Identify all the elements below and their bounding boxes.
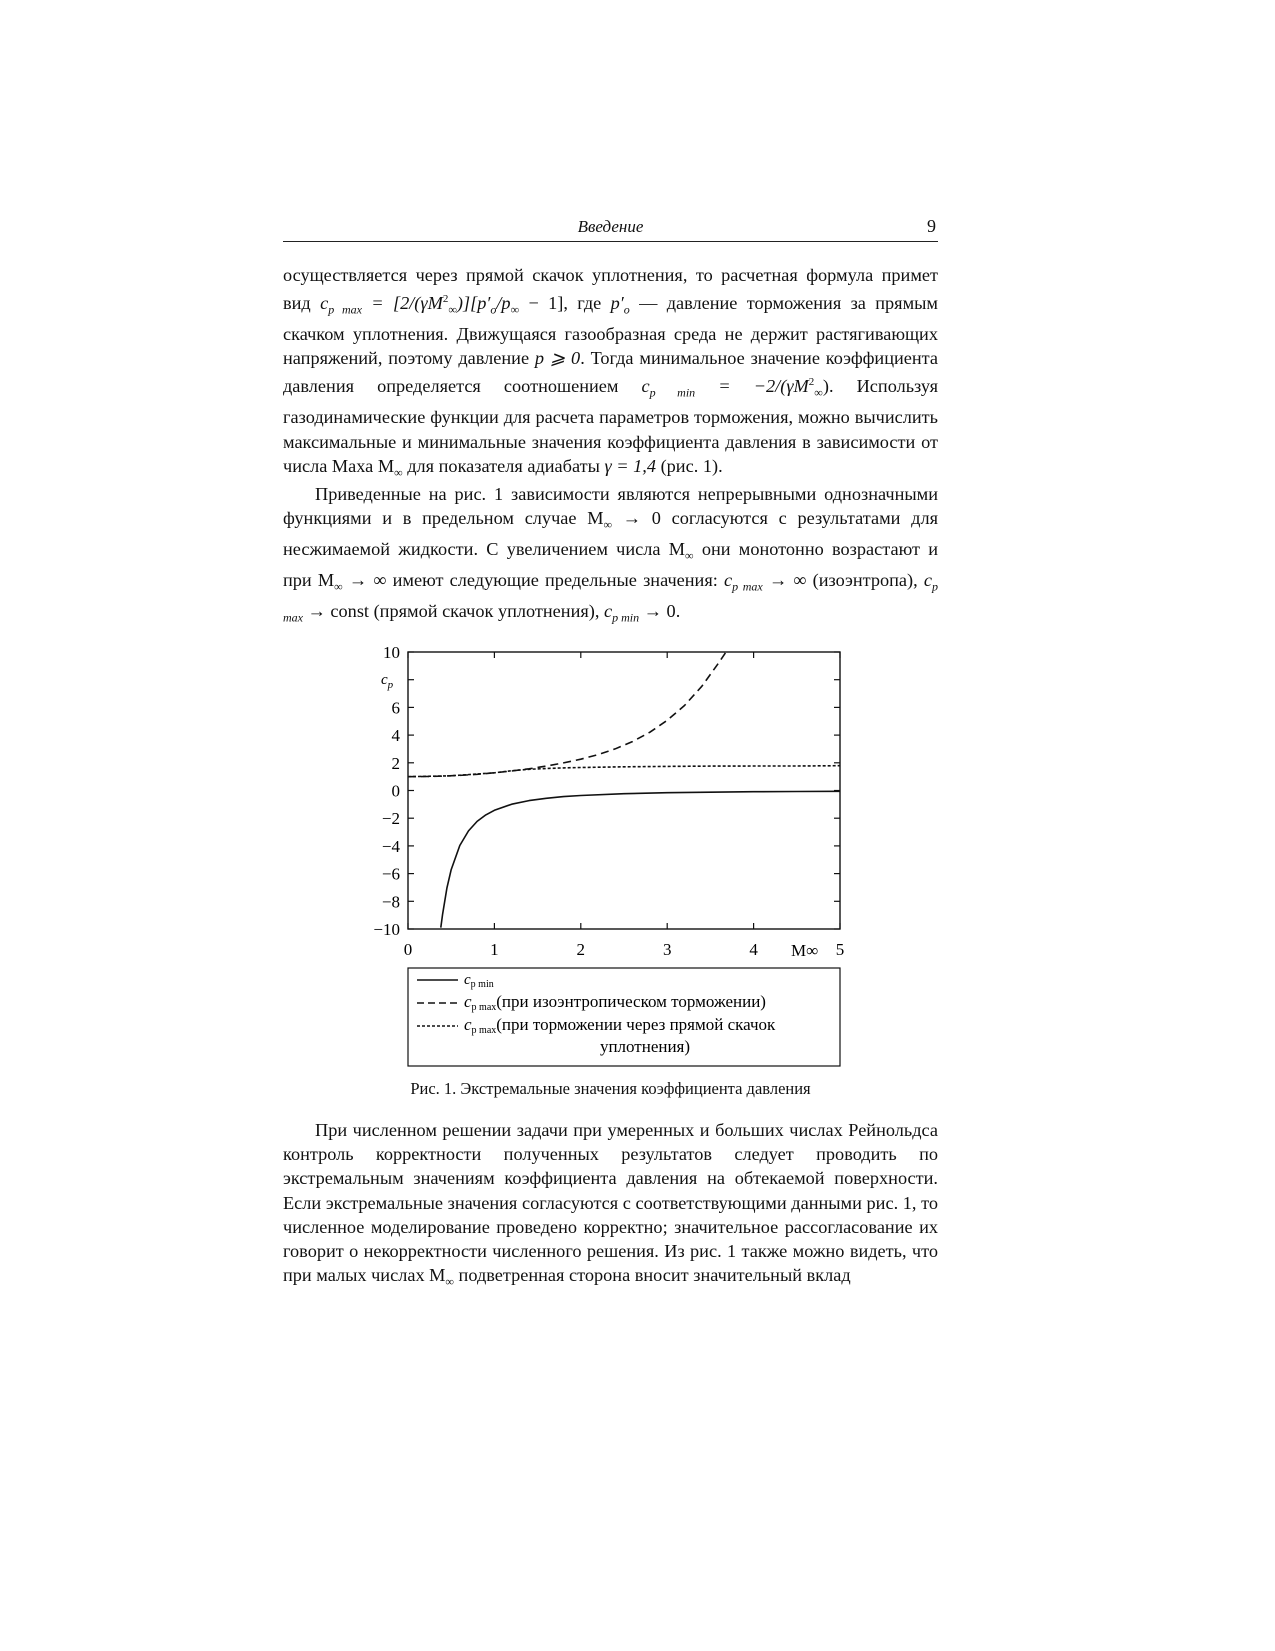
y-tick-label: 0 [391,781,400,801]
x-tick-label: 2 [576,940,586,959]
y-tick-label: 4 [391,726,400,746]
text: . Используя газодинамические функции для расчета параметров торможения, можно вычислить максимальные и минимальные значения коэффициента давления в зависимости от числа Маха M [283,376,938,476]
x-tick-label: 1 [490,940,499,959]
formula: → ∞ [762,569,807,590]
y-tick-label: 6 [391,698,400,718]
formula-subscript: ∞ [510,302,520,317]
text: (изоэнтропа), [806,569,924,590]
legend-entry-cpmax-isentropic: cp max(при изоэнтропическом торможении) [464,992,766,1013]
series-line-2 [408,652,726,777]
running-header-title: Введение [577,217,644,236]
y-tick-label: 2 [391,753,400,773]
text: (рис. 1). [656,455,723,476]
formula: c [641,376,650,397]
text: они монотонно возрастают и при M [283,539,939,590]
text: При численном решении задачи при умеренных и больших числах Рейнольдса контроль корректности полученных результатов следует проводить по экстремальным значениям коэффициента давления на обтекаемой поверхности. Если экстремальные значения согласуются с соответствующими данными рис. 1, то численное моделирование проведено корректно; значительное рассогласование их говорит о некорректности численного решения. Из рис. 1 также можно видеть, что при малых числах M [283,1120,938,1286]
x-tick-labels [404,940,845,959]
plot-frame [408,652,840,929]
formula-subscript: p max [283,579,938,625]
formula: → const [303,600,370,621]
formula: → 0 [639,600,676,621]
formula: /p [496,293,511,314]
formula-subscript: ∞ [448,302,457,317]
text: . Тогда минимальное значение коэффициента давления определяется соотношением [283,348,938,397]
formula-subscript: p max [328,302,362,317]
text: → 0 согласуются с результатами для несжимаемой жидкости. С увеличением числа M [283,508,938,560]
legend-entry-cpmax-shock: cp max(при торможении через прямой скачок [464,1015,776,1036]
formula: c [724,569,733,590]
paragraph-1 [283,263,938,485]
running-header [283,215,938,242]
y-tick-label: −2 [381,809,400,829]
formula-superscript: 2 [808,376,815,389]
formula-subscript: ∞ [603,517,613,532]
x-tick-label: 3 [662,940,672,959]
paragraph-2 [283,482,938,630]
formula: p′ [610,293,624,314]
legend-entry-cpmax-shock-cont: уплотнения) [599,1037,691,1056]
page-number: 9 [927,216,936,236]
chart-figure [355,640,875,1080]
x-tick-label: 0 [403,940,413,959]
y-tick-label: −4 [381,836,400,856]
formula-subscript: ∞ [685,548,694,563]
figure-caption: Рис. 1. Экстремальные значения коэффициента давления [410,1079,811,1098]
formula: = [2/(γM [361,293,443,314]
text: осуществляется через прямой скачок уплотнения, то расчетная формула примет вид [283,265,938,314]
formula: c [604,600,613,621]
formula-subscript: p min [649,386,696,401]
text: , где [563,293,611,314]
axis-ticks [408,652,840,929]
formula-subscript: ∞ [445,1274,454,1289]
x-tick-label: 5 [835,940,845,959]
formula: c [320,293,329,314]
y-tick-label: −6 [381,864,400,884]
series-line-3 [408,766,840,777]
text: (прямой скачок уплотнения), [369,600,604,621]
formula: γ = 1,4 [604,455,656,476]
series-group [408,652,840,928]
text: Приведенные на рис. 1 зависимости являются непрерывными однозначными функциями и в предельном случае M [283,484,938,529]
formula: c [923,569,932,590]
y-tick-label: 10 [383,643,400,662]
formula-subscript: p max [732,579,763,594]
x-axis-label: M∞ [791,941,819,960]
x-tick-label: 4 [749,940,758,959]
formula: p ⩾ 0 [534,348,581,369]
formula-subscript: ∞ [334,579,343,594]
y-axis-label: $c_p$ [381,672,394,691]
series-line-1 [441,791,840,927]
formula-subscript: ∞ [394,465,403,480]
text: для показателя адиабаты [402,455,605,476]
text: . [675,600,681,621]
formula-subscript: o [490,302,497,317]
y-tick-label: −10 [373,920,400,939]
formula-superscript: 2 [442,293,449,306]
formula: )][p′ [456,293,491,314]
formula-subscript: p min [612,610,640,625]
paragraph-3 [283,1118,938,1294]
text: → ∞ имеют следующие предельные значения: [342,569,725,590]
legend-entry-cpmin: $c_{p min}$ [464,972,494,990]
formula-subscript: ∞ [814,386,823,401]
formula: = −2/(γM [695,376,809,397]
formula: ) [822,376,829,397]
formula: − 1] [519,293,564,314]
y-tick-label: −8 [381,892,400,912]
text: подветренная сторона вносит значительный вклад [453,1265,851,1286]
text: — давление торможения за прямым скачком уплотнения. Движущаяся газообразная среда не держит растягивающих напряжений, поэтому давление [283,293,938,369]
formula-subscript: o [623,302,630,317]
